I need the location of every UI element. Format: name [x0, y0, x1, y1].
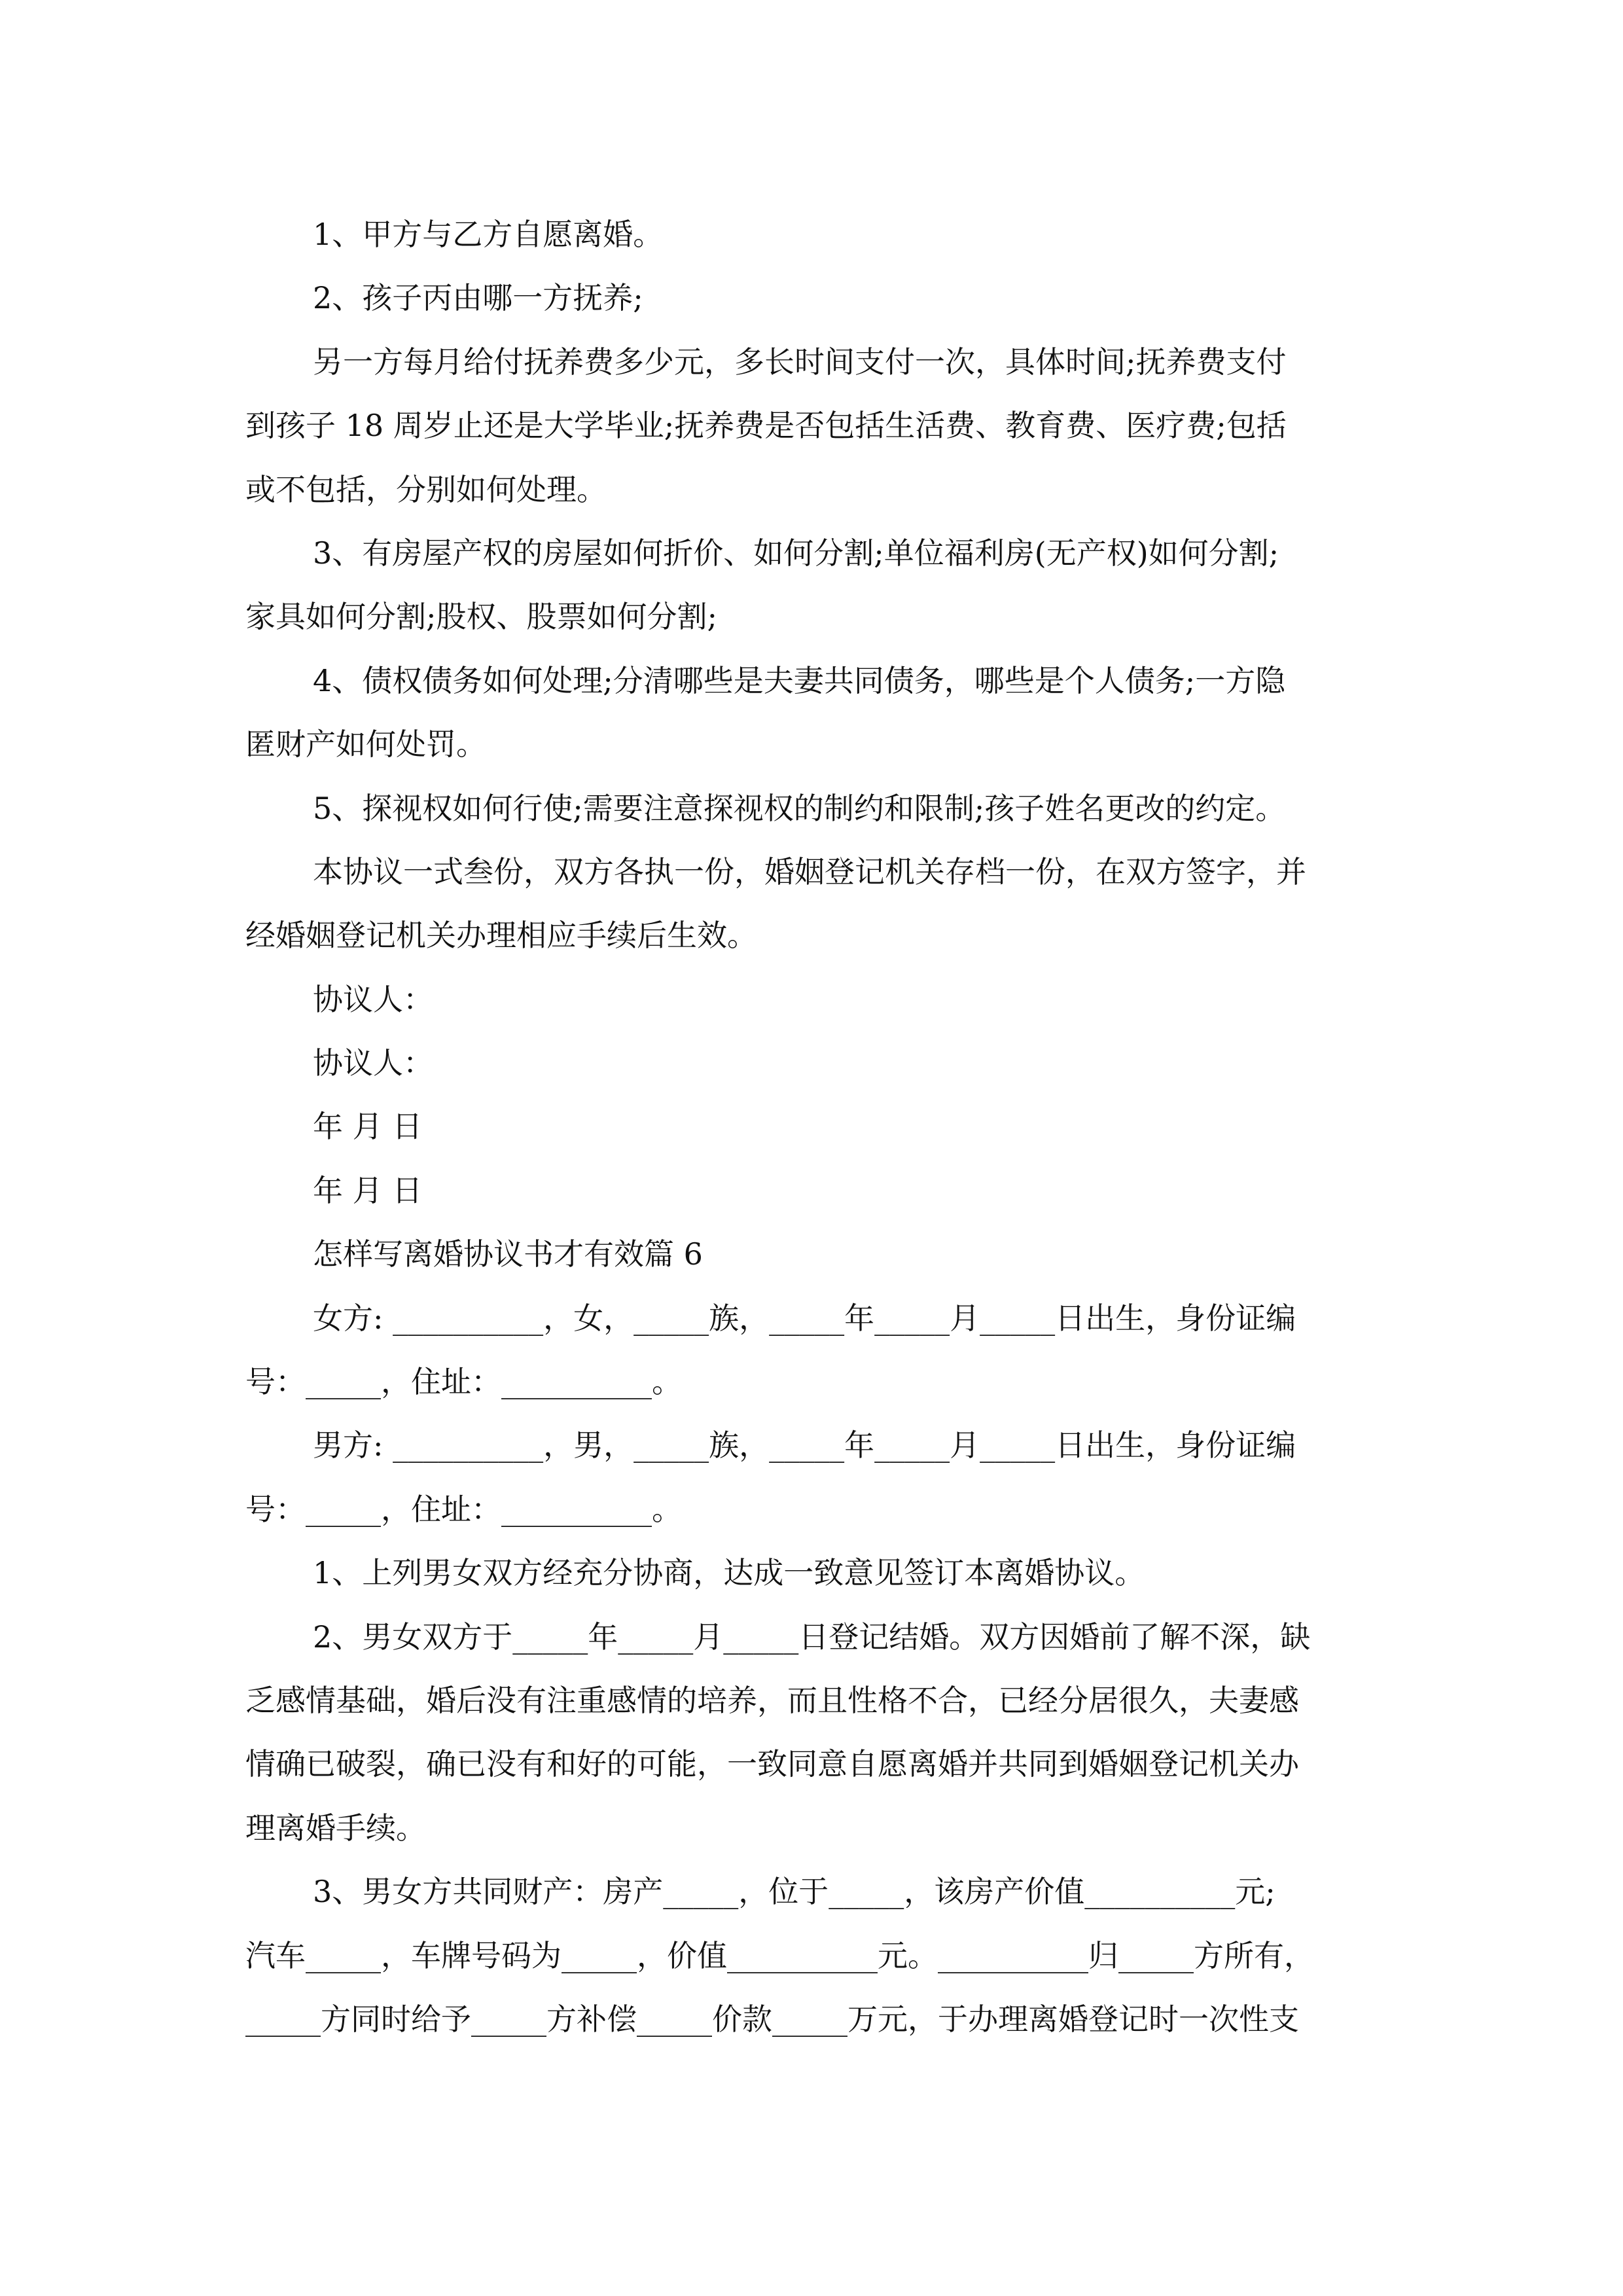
- text-line: 3、男女方共同财产：房产_____，位于_____，该房产价值__________元;: [313, 1874, 1275, 1910]
- text-line: 4、债权债务如何处理;分清哪些是夫妻共同债务，哪些是个人债务;一方隐: [313, 662, 1286, 698]
- text-line: 1、甲方与乙方自愿离婚。: [313, 217, 664, 252]
- text-line: 情确已破裂，确已没有和好的可能，一致同意自愿离婚并共同到婚姻登记机关办: [245, 1746, 1299, 1782]
- text-line: 匿财产如何处罚。: [245, 726, 486, 762]
- text-line: 家具如何分割;股权、股票如何分割;: [245, 599, 717, 635]
- text-line: 男方: __________，男，_____族，_____年_____月_____日出生，身份证编: [313, 1427, 1296, 1463]
- text-line: 本协议一式叁份，双方各执一份，婚姻登记机关存档一份，在双方签字，并: [313, 853, 1306, 889]
- text-line: _____方同时给予_____方补偿_____价款_____万元，于办理离婚登记时一次性支: [245, 2001, 1299, 2037]
- signatory-label: 协议人：: [313, 1045, 433, 1081]
- text-line: 理离婚手续。: [245, 1810, 426, 1846]
- document-body: [245, 203, 1378, 2051]
- text-line: 1、上列男女双方经充分协商，达成一致意见签订本离婚协议。: [313, 1555, 1145, 1591]
- text-line: 汽车_____，车牌号码为_____，价值__________元。__________归_____方所有，: [245, 1937, 1314, 1973]
- text-line: 或不包括，分别如何处理。: [245, 471, 607, 507]
- text-line: 女方: __________，女，_____族，_____年_____月_____日出生，身份证编: [313, 1300, 1296, 1336]
- text-line: 乏感情基础，婚后没有注重感情的培养，而且性格不合，已经分居很久，夫妻感: [245, 1682, 1299, 1718]
- text-line: 号：_____，住址：__________。: [245, 1364, 682, 1400]
- text-line: 到孩子 18 周岁止还是大学毕业;抚养费是否包括生活费、教育费、医疗费;包括: [245, 408, 1287, 444]
- text-line: 经婚姻登记机关办理相应手续后生效。: [245, 918, 757, 954]
- date-line: 年 月 日: [313, 1172, 423, 1208]
- date-line: 年 月 日: [313, 1109, 423, 1145]
- text-line: 另一方每月给付抚养费多少元，多长时间支付一次，具体时间;抚养费支付: [313, 344, 1287, 380]
- text-line: 2、孩子丙由哪一方抚养;: [313, 280, 643, 316]
- text-line: 5、探视权如何行使;需要注意探视权的制约和限制;孩子姓名更改的约定。: [313, 790, 1286, 826]
- section-title: 怎样写离婚协议书才有效篇 6: [313, 1236, 703, 1272]
- text-line: 2、男女双方于_____年_____月_____日登记结婚。双方因婚前了解不深，缺: [313, 1619, 1311, 1655]
- text-line: 3、有房屋产权的房屋如何折价、如何分割;单位福利房(无产权)如何分割;: [313, 535, 1279, 571]
- text-line: 号：_____，住址：__________。: [245, 1491, 682, 1527]
- signatory-label: 协议人：: [313, 981, 433, 1017]
